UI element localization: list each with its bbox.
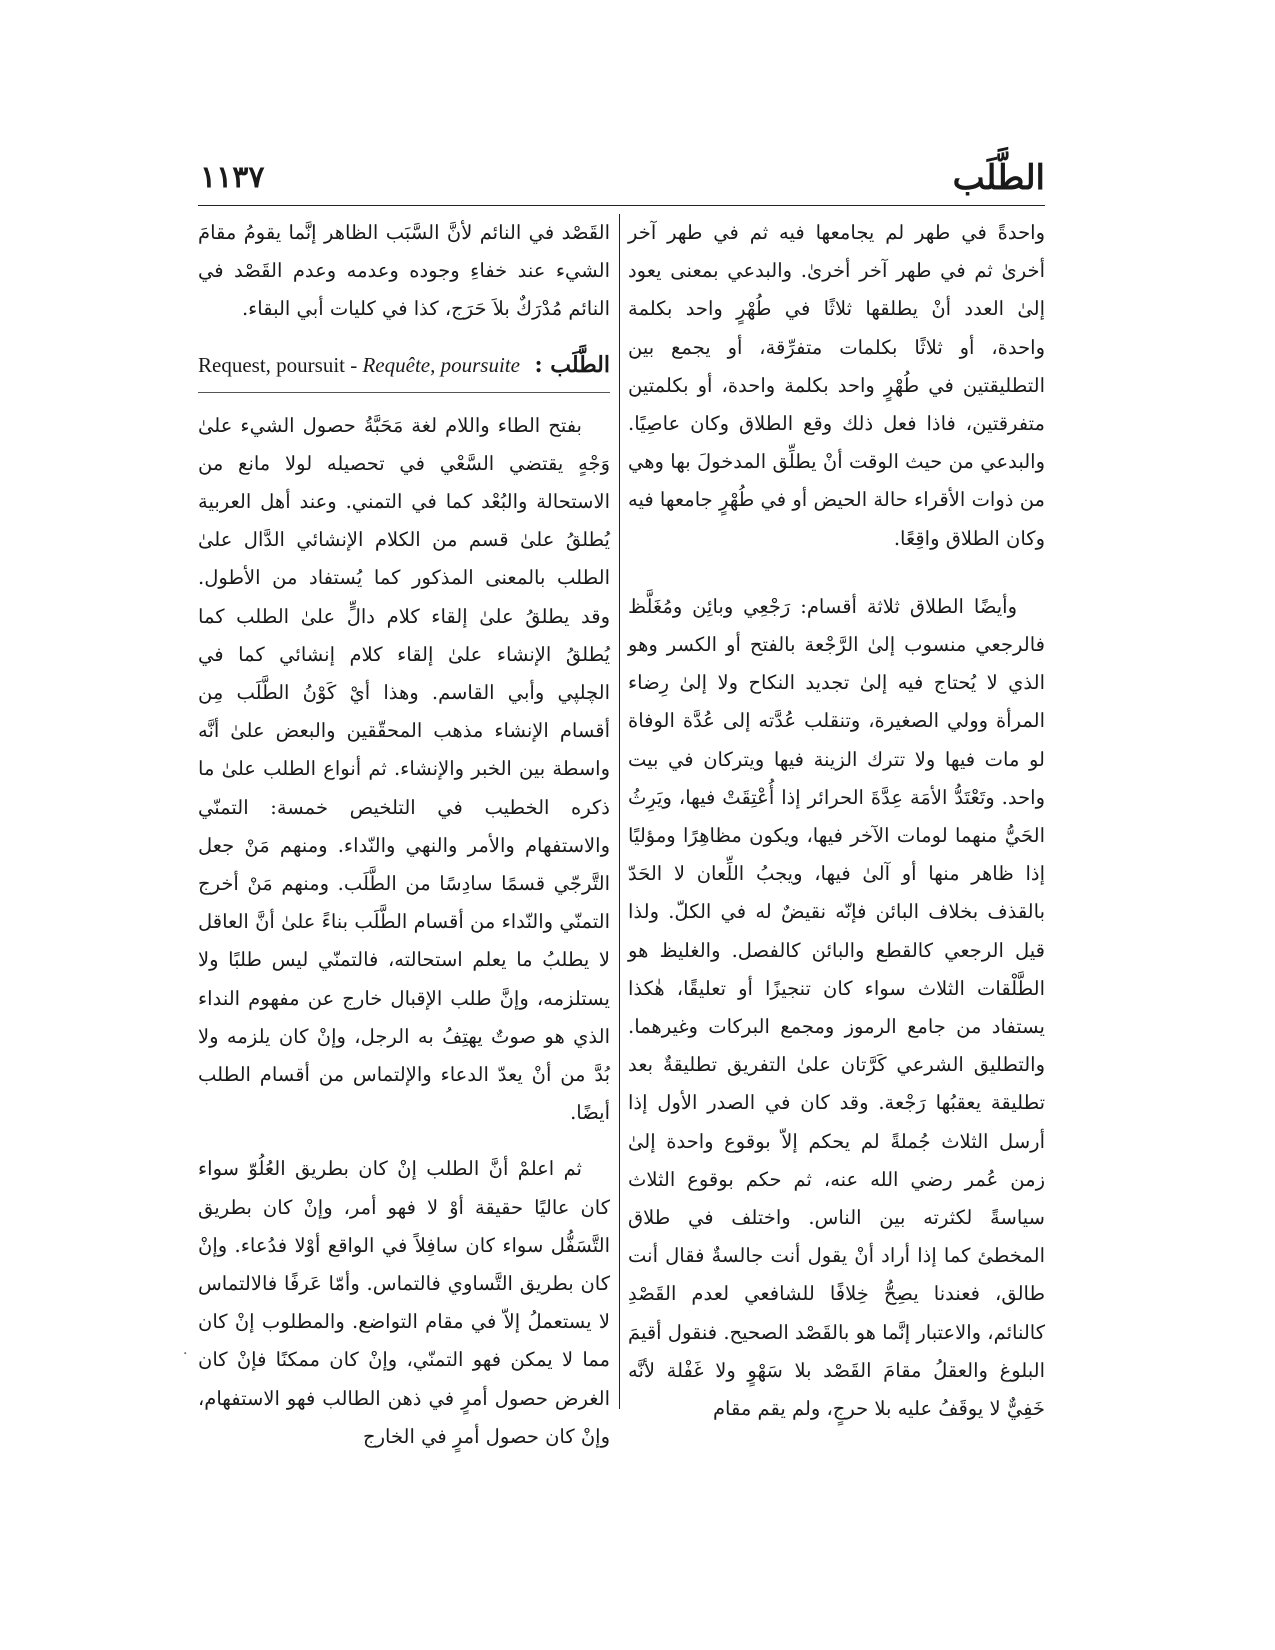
right-paragraph-2: وأيضًا الطلاق ثلاثة أقسام: رَجْعِي وبائِن ومُغَلَّظ فالرجعي منسوب إلىٰ الرَّجْعة بالفتح أو الكسر وهو الذي لا يُحتاج فيه إلىٰ تجديد النكاح ولا إلىٰ رِضاء المرأة وولي الصغيرة، وتنقلب عُدَّته إلى عُدَّة الوفاة لو مات فيها ولا تترك الزينة فيها ويتركان في بيت واحد. وتَعْتَدُّ الأمَة عِدَّةَ الحرائر إذا أُعْتِقَتْ فيها، ويَرِثُ الحَيُّ منهما لومات الآخر فيها، ويكون مظاهِرًا ومؤليًا إذا ظاهر منها أو آلىٰ فيها، ويجبُ اللِّعان لا الحَدّ بالقذف بخلاف البائن فإنّه نقيضٌ له في الكلّ. ولذا قيل الرجعي كالقطع والبائن كالفصل. والغليظ هو الطَّلْقات الثلاث سواء كان تنجيزًا أو تعليقًا، هٰكذا يستفاد من جامع الرموز ومجمع البركات وغيرهما. والتطليق الشرعي كَرَّتان علىٰ التفريق تطليقةٌ بعد تطليقة يعقبُها رَجْعة. وقد كان في الصدر الأول إذا أرسل الثلاث جُملةً لم يحكم إلاّ بوقوع واحدة إلىٰ زمن عُمر رضي الله عنه، ثم حكم بوقوع الثلاث سياسةً لكثرته بين الناس. واختلف في طلاق المخطئ كما إذا أراد أنْ يقول أنت جالسةٌ فقال أنت طالق، فعندنا يصِحُّ خِلافًا للشافعي لعدم القَصْدِ كالنائم، والاعتبار إنَّما هو بالقَصْد الصحيح. فنقول أقيمَ البلوغ والعقلُ مقامَ القَصْد بلا سَهْوٍ ولا غَفْلة لأنَّه خَفِيٌّ لا يوقَفُ عليه بلا حرجٍ، ولم يقم مقام [628,594,1045,1421]
stray-mark: · [183,1346,188,1362]
paragraph-gap [628,558,1045,588]
column-divider [619,214,620,1409]
left-paragraph-2: بفتح الطاء واللام لغة مَحَبَّةُ حصول الشيء علىٰ وَجْهٍ يقتضي السَّعْي في تحصيله لولا مانع من الاستحالة والبُعْد كما في التمني. وعند أهل العربية يُطلقُ علىٰ قسم من الكلام الإنشائي الدَّال علىٰ الطلب بالمعنى المذكور كما يُستفاد من الأطول. وقد يطلقُ علىٰ إلقاء كلام دالٍّ علىٰ الطلب كما يُطلقُ الإنشاء علىٰ إلقاء كلام إنشائي كما في الچلپي وأبي القاسم. وهذا أيْ كَوْنُ الطَّلَب مِن أقسام الإنشاء مذهب المحقّقين والبعض علىٰ أنَّه واسطة بين الخبر والإنشاء. ثم أنواع الطلب علىٰ ما ذكره الخطيب في التلخيص خمسة: التمنّي والاستفهام والأمر والنهي والنّداء. ومنهم مَنْ جعل التَّرجّي قسمًا سادِسًا من الطَّلَب. ومنهم مَنْ أخرج التمنّي والنّداء من أقسام الطَّلَب بناءً علىٰ أنَّ العاقل لا يطلبُ ما يعلم استحالته، فالتمنّي ليس طلبًا ولا يستلزمه، وإنَّ طلب الإقبال خارج عن مفهوم النداء الذي هو صوتٌ يهتِفُ به الرجل، وإنْ كان يلزمه ولا بُدَّ من أنْ يعدّ الدعاء والإلتماس من أقسام الطلب أيضًا. [198,413,610,1125]
paragraph-gap [198,329,610,347]
page-number: ١١٣٧ [200,160,265,195]
right-column [628,214,1045,1421]
entry-term-arabic: الطَّلَب : [534,351,610,378]
left-paragraph-3: ثم اعلمْ أنَّ الطلب إنْ كان بطريق العُلُوّ سواء كان عاليًا حقيقة أوْ لا فهو أمر، وإنْ كان بطريق التَّسَفُّل سواء كان سافِلاً في الواقع أوْلا فدُعاء. وإنْ كان بطريق التَّساوي فالتماس. وأمّا عَرفًا فالالتماس لا يستعملُ إلاّ في مقام التواضع. والمطلوب إنْ كان مما لا يمكن فهو التمنّي، وإنْ كان ممكنًا فإنْ كان الغرض حصول أمرٍ في ذهن الطالب فهو الاستفهام، وإنْ كان حصول أمرٍ في الخارج [198,1157,610,1448]
entry-translation-english: Request, poursuit - [198,352,363,377]
running-head: الطَّلَب [952,158,1045,198]
page-header [200,160,1045,202]
entry-heading [198,347,610,384]
entry-translation-french: Requête, poursuite [362,352,520,377]
left-column [198,214,610,1448]
left-paragraph-1: القَصْد في النائم لأنَّ السَّبَب الظاهر إنَّما يقومُ مقامَ الشيء عند خفاءِ وجوده وعدمه وعدم القَصْد في النائم مُدْرَكٌ بلاَ حَرَج، كذا في كليات أبي البقاء. [198,221,610,321]
entry-translation [198,353,520,377]
header-rule [198,205,1045,206]
paragraph-gap [198,1132,610,1150]
right-paragraph-1: واحدةً في طهر لم يجامعها فيه ثم في طهر آخر أخرىٰ ثم في طهر آخر أخرىٰ. والبدعي بمعنى يعود إلىٰ العدد أنْ يطلقها ثلاثًا في طُهْرٍ واحد بكلمة واحدة، أو ثلاثًا بكلمات متفرِّقة، أو يجمع بين التطليقتين في طُهْرٍ واحد بكلمة واحدة، أو بكلمتين متفرقتين، فاذا فعل ذلك وقع الطلاق وكان عاصِيًا. والبدعي من حيث الوقت أنْ يطلِّق المدخولَ بها وهي من ذوات الأقراء حالة الحيض أو في طُهْرٍ جامعها فيه وكان الطلاق واقِعًا. [628,221,1045,550]
entry-rule [198,392,610,393]
